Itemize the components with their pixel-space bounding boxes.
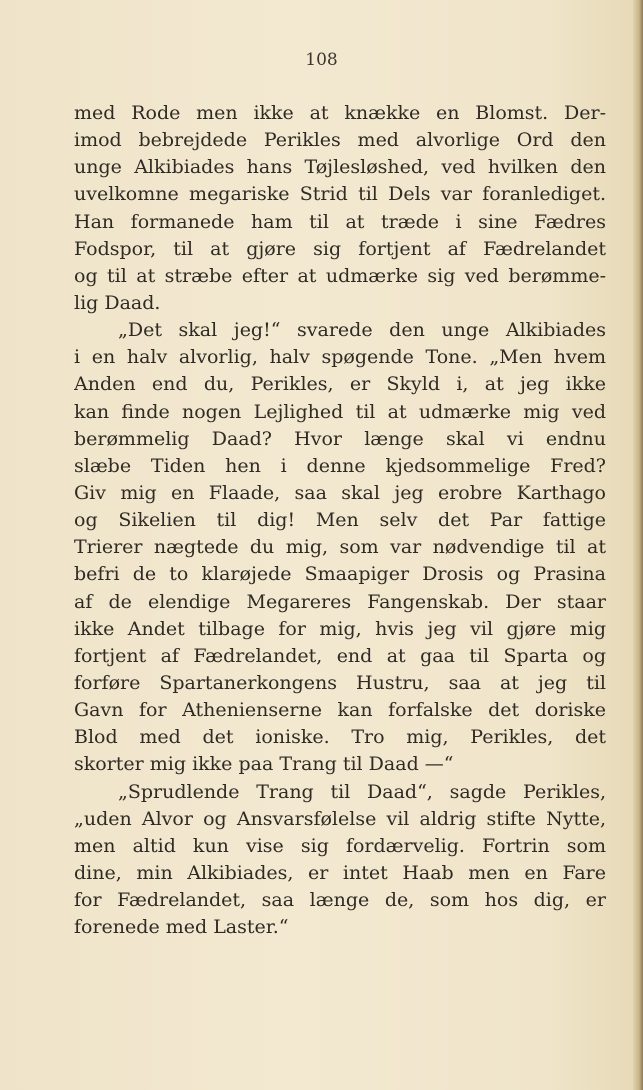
text-line: forenede med Laster.“	[74, 916, 289, 939]
text-line: Gavn for Athenienserne kan forfalske det doriske	[74, 699, 606, 722]
text-line: kan finde nogen Lejlighed til at udmærke mig ved	[74, 400, 606, 423]
body-text	[74, 100, 606, 941]
text-line: Trierer nægtede du mig, som var nødvendige til at	[74, 536, 606, 559]
text-line: af de elendige Megareres Fangenskab. Der staar	[74, 590, 606, 613]
text-line: med Rode men ikke at knække en Blomst. Der-	[74, 102, 606, 124]
page-number: 108	[305, 50, 338, 70]
text-line: „uden Alvor og Ansvarsfølelse vil aldrig stifte Nytte,	[74, 807, 606, 830]
page-edge	[633, 0, 643, 1090]
text-line: men altid kun vise sig fordærvelig. Fortrin som	[74, 834, 606, 857]
text-line: uvelkomne megariske Strid til Dels var foranlediget.	[74, 183, 606, 206]
text-line: Blod med det ioniske. Tro mig, Perikles, det	[74, 726, 606, 749]
text-line: og Sikelien til dig! Men selv det Par fattige	[74, 509, 606, 532]
text-line: forføre Spartanerkongens Hustru, saa at jeg til	[74, 671, 606, 694]
text-line: og til at stræbe efter at udmærke sig ved berømme-	[74, 264, 606, 287]
text-line: i en halv alvorlig, halv spøgende Tone. „Men hvem	[74, 346, 606, 369]
text-line: for Fædrelandet, saa længe de, som hos dig, er	[74, 889, 606, 912]
text-line: Giv mig en Flaade, saa skal jeg erobre Karthago	[74, 481, 606, 504]
text-line: berømmelig Daad? Hvor længe skal vi endnu	[74, 427, 606, 450]
text-line: Anden end du, Perikles, er Skyld i, at jeg ikke	[74, 373, 606, 396]
text-line: lig Daad.	[74, 291, 161, 314]
text-line: Fodspor, til at gjøre sig fortjent af Fædrelandet	[74, 237, 606, 260]
text-line: slæbe Tiden hen i denne kjedsommelige Fred?	[74, 454, 606, 477]
text-line: fortjent af Fædrelandet, end at gaa til Sparta og	[74, 644, 606, 667]
text-line: „Det skal jeg!“ svarede den unge Alkibiades	[118, 319, 606, 342]
text-line: skorter mig ikke paa Trang til Daad —“	[74, 753, 454, 776]
text-line: „Sprudlende Trang til Daad“, sagde Perikles,	[118, 780, 606, 803]
text-line: unge Alkibiades hans Tøjlesløshed, ved hvilken den	[74, 156, 606, 179]
text-line: Han formanede ham til at træde i sine Fædres	[74, 210, 606, 233]
text-line: dine, min Alkibiades, er intet Haab men en Fare	[74, 861, 606, 884]
text-line: imod bebrejdede Perikles med alvorlige Ord den	[74, 129, 606, 152]
text-line: ikke Andet tilbage for mig, hvis jeg vil gjøre mig	[74, 617, 606, 640]
text-line: befri de to klarøjede Smaapiger Drosis og Prasina	[74, 563, 606, 586]
